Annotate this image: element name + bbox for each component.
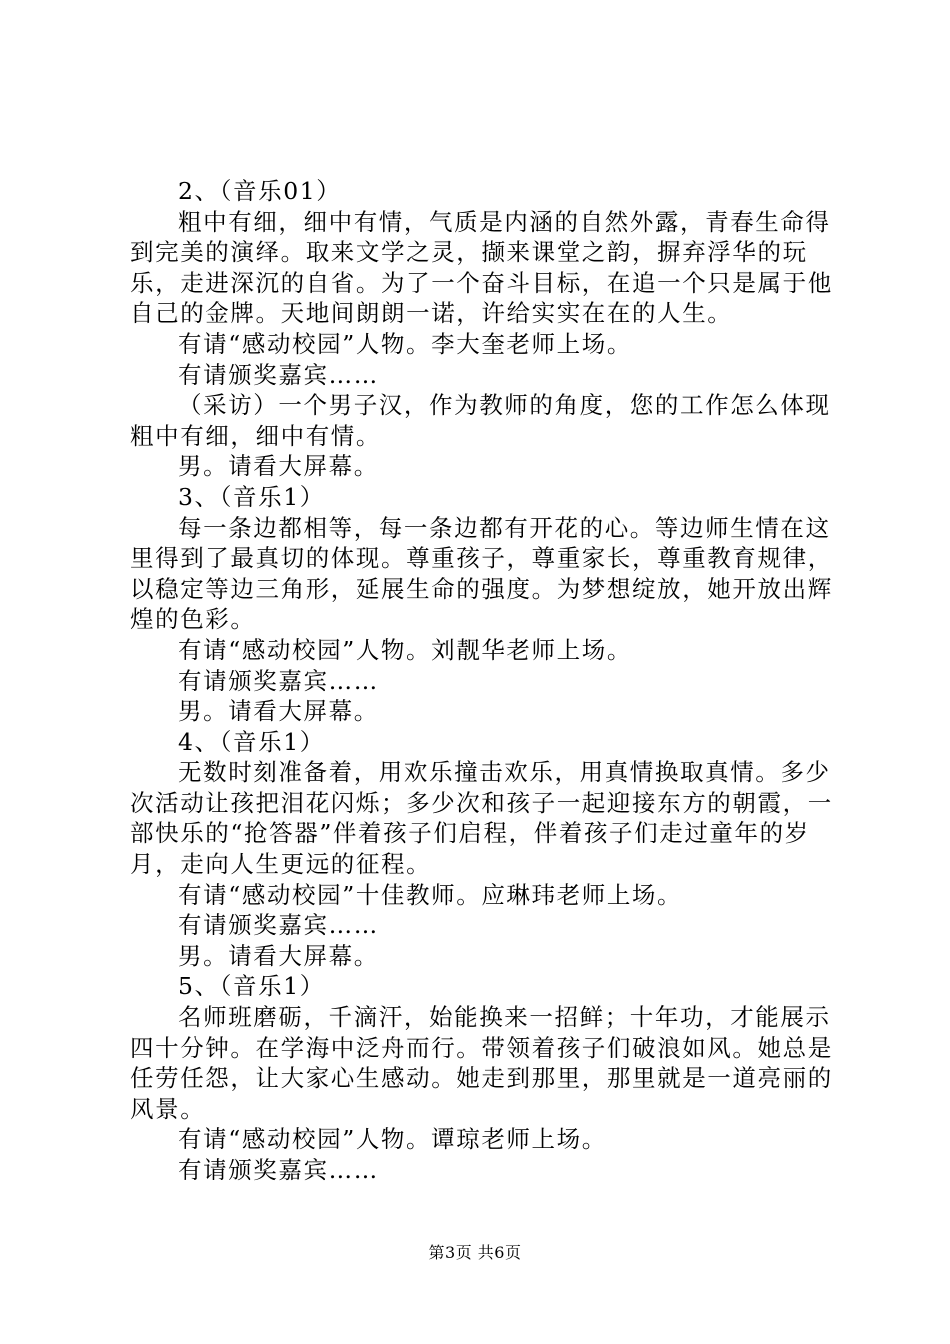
body-paragraph: 名师班磨砺，千滴汗，始能换来一招鲜；十年功，才能展示四十分钟。在学海中泛舟而行。带领着孩子们破浪如风。她总是任劳任怨，让大家心生感动。她走到那里，那里就是一道亮丽的风景。 <box>130 1003 833 1123</box>
body-paragraph: 有请颁奖嘉宾…… <box>178 666 379 695</box>
body-paragraph: 有请颁奖嘉宾…… <box>178 911 379 940</box>
body-paragraph: 无数时刻准备着，用欢乐撞击欢乐，用真情换取真情。多少次活动让孩把泪花闪烁；多少次和孩子一起迎接东方的朝霞，一部快乐的“抢答器”伴着孩子们启程，伴着孩子们走过童年的岁月，走向人生更远的征程。 <box>130 758 833 879</box>
section-heading-3: 3、（音乐1） <box>178 482 325 511</box>
body-paragraph: 有请“感动校园”人物。李大奎老师上场。 <box>178 329 632 358</box>
body-paragraph: 有请“感动校园”十佳教师。应琳玮老师上场。 <box>178 880 683 909</box>
section-heading-4: 4、（音乐1） <box>178 727 325 756</box>
body-paragraph: 有请“感动校园”人物。刘靓华老师上场。 <box>178 635 632 664</box>
document-body <box>130 176 835 1186</box>
body-paragraph: 有请颁奖嘉宾…… <box>178 360 379 389</box>
body-paragraph: 有请“感动校园”人物。谭琼老师上场。 <box>178 1125 607 1154</box>
section-heading-5: 5、（音乐1） <box>178 972 325 1001</box>
body-paragraph: 男。请看大屏幕。 <box>178 452 379 481</box>
body-paragraph: 男。请看大屏幕。 <box>178 941 379 970</box>
body-paragraph: 粗中有细，细中有情，气质是内涵的自然外露，青春生命得到完美的演绎。取来文学之灵，撷来课堂之韵，摒弃浮华的玩乐，走进深沉的自省。为了一个奋斗目标，在追一个只是属于他自己的金牌。天地间朗朗一诺，许给实实在在的人生。 <box>130 207 833 328</box>
body-paragraph: （采访）一个男子汉，作为教师的角度，您的工作怎么体现粗中有细，细中有情。 <box>130 391 831 450</box>
body-paragraph: 有请颁奖嘉宾…… <box>178 1156 379 1184</box>
section-heading-2: 2、（音乐01） <box>178 177 342 205</box>
body-paragraph: 每一条边都相等，每一条边都有开花的心。等边师生情在这里得到了最真切的体现。尊重孩子，尊重家长，尊重教育规律，以稳定等边三角形，延展生命的强度。为梦想绽放，她开放出辉煌的色彩。 <box>130 513 833 634</box>
page-number-footer: 第3页 共6页 <box>428 1243 522 1262</box>
body-paragraph: 男。请看大屏幕。 <box>178 697 379 726</box>
